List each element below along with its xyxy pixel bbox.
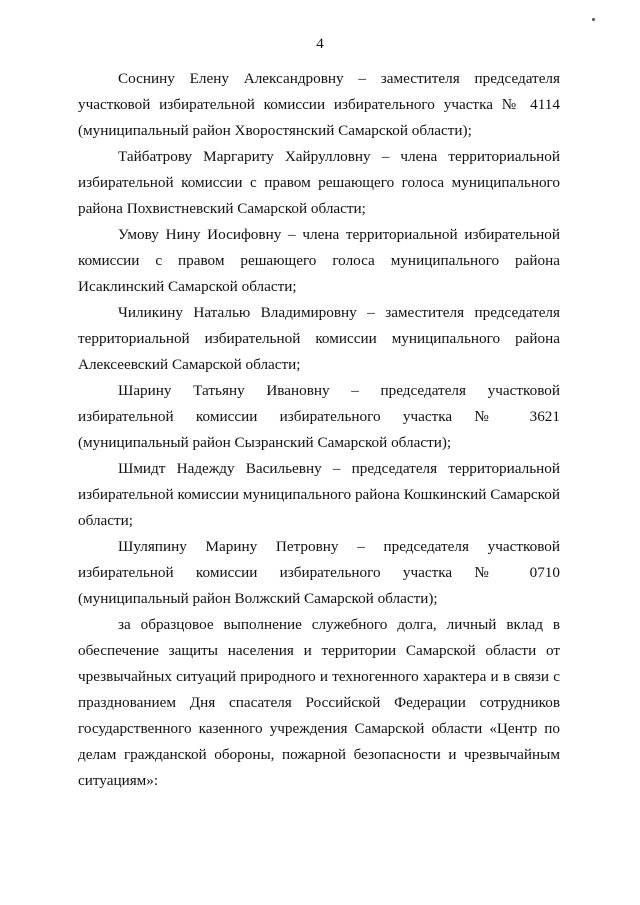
paragraph-sharina: Шарину Татьяну Ивановну – председателя участковой избирательной комиссии избирательного участка № 3621 (муниципальный район Сызранский Самарской области); <box>78 382 560 451</box>
paragraph-taybatrova: Тайбатрову Маргариту Хайрулловну – члена территориальной избирательной комиссии с правом решающего голоса муниципального района Похвистневский Самарской области; <box>78 148 560 217</box>
paragraph-sosnina: Соснину Елену Александровну – заместителя председателя участковой избирательной комиссии избирательного участка № 4114 (муниципальный район Хворостянский Самарской области); <box>78 70 560 139</box>
paragraph-shulyapina: Шуляпину Марину Петровну – председателя участковой избирательной комиссии избирательного участка № 0710 (муниципальный район Волжский Самарской области); <box>78 538 560 607</box>
page-number: 4 <box>316 36 324 52</box>
paragraph-umova: Умову Нину Иосифовну – члена территориальной избирательной комиссии с правом решающего голоса муниципального района Исаклинский Самарской области; <box>78 226 560 295</box>
paragraph-award-reason: за образцовое выполнение служебного долга, личный вклад в обеспечение защиты населения и территории Самарской области от чрезвычайных ситуаций природного и техногенного характера и в связи с празднованием Дня спасателя Российской Федерации сотрудников государственного казенного учреждения Самарской области «Центр по делам гражданской обороны, пожарной безопасности и чрезвычайным ситуациям»: <box>78 616 560 789</box>
scan-speck <box>592 18 595 21</box>
document-body <box>78 66 560 794</box>
paragraph-shmidt: Шмидт Надежду Васильевну – председателя территориальной избирательной комиссии муниципального района Кошкинский Самарской области; <box>78 460 560 529</box>
paragraph-chilikina: Чиликину Наталью Владимировну – заместителя председателя территориальной избирательной комиссии муниципального района Алексеевский Самарской области; <box>78 304 560 373</box>
